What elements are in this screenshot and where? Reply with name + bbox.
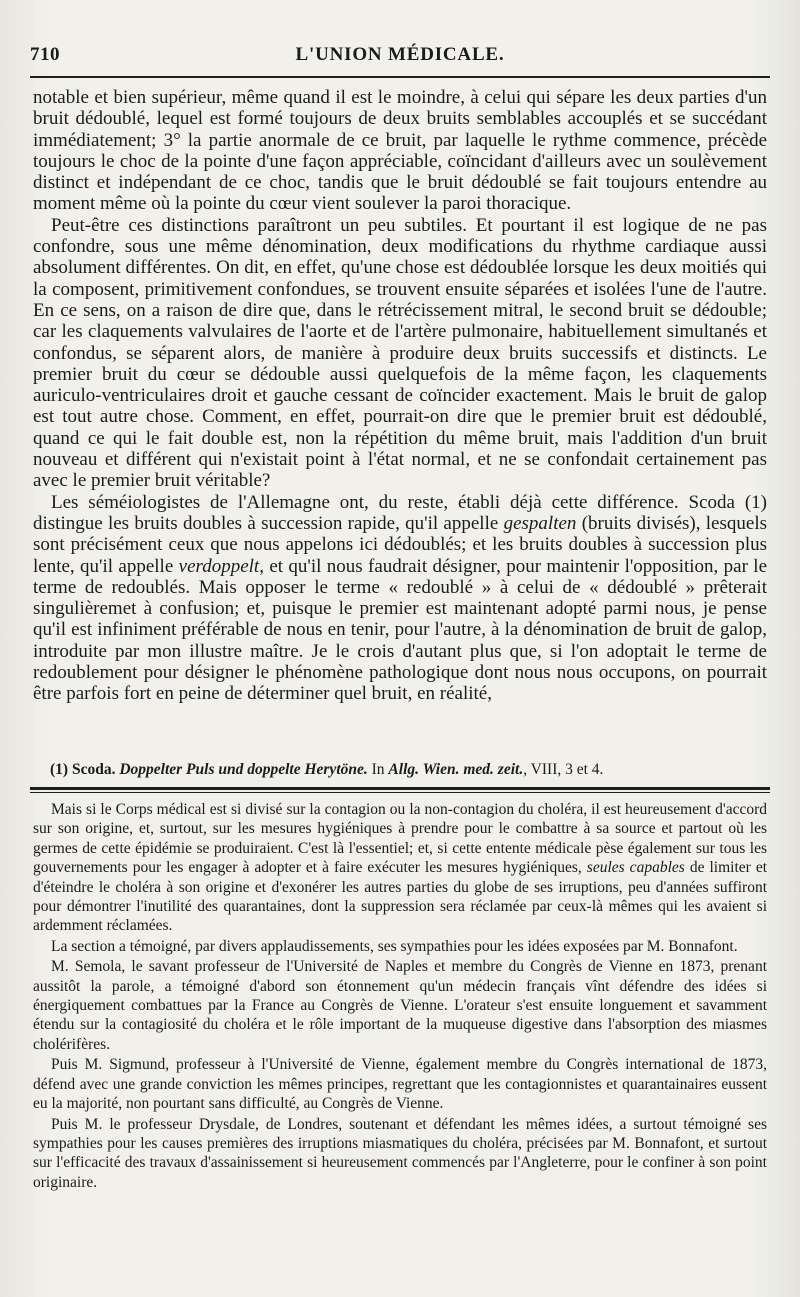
paragraph: Peut-être ces distinctions paraîtront un peu subtiles. Et pourtant il est logique de ne pas confondre, sous une même dénomination, deux modifications du rhythme cardiaque aussi absolument différentes. On dit, en effet, qu'une chose est dédoublée lorsque les deux moitiés qui la composent, primitivement confondues, se trouvent ensuite séparées et isolées l'une de l'autre. En ce sens, on a raison de dire que, dans le rétrécissement mitral, le second bruit se dédouble; car les claquements valvulaires de l'aorte et de l'artère pulmonaire, habituellement simultanés et confondus, se séparent alors, de manière à produire deux bruits successifs et distincts. Le premier bruit du cœur se dédouble aussi quelquefois de la même façon, les claquements auriculo-ventriculaires droit et gauche cessant de coïncider exactement. Mais le bruit de galop est tout autre chose. Comment, en effet, pourrait-on dire que le premier bruit est dédoublé, quand ce qui le fait double est, non la répétition du même bruit, mais l'addition d'un bruit nouveau et différent qui n'existait point à l'état normal, et ne se confondait certainement pas avec le premier bruit véritable?: [33, 214, 767, 492]
header-rule: [30, 76, 770, 78]
paragraph: La section a témoigné, par divers applaudissements, ses sympathies pour les idées exposées par M. Bonnafont.: [51, 937, 738, 955]
section-separator: [30, 787, 770, 790]
text-run: de limiter et d'éteindre le choléra à son origine et d'exonérer les autres parties du globe de ses irruptions, peu d'années suffiront pour démontrer l'inutilité des quarantaines, dont la suppression sera réclamée par ceux-là mêmes qui les avaient si ardemment réclamées.: [33, 859, 768, 935]
paragraph: [33, 800, 767, 936]
page-header: [30, 44, 770, 70]
text-run: (bruits divisés), lesquels sont précisément ceux que nous appelons ici dédoublés; et les bruits doubles à succession plus lente, qu'il appelle: [33, 512, 767, 577]
text-run: , et qu'il nous faudrait désigner, pour maintenir l'opposition, par le terme de redoublés. Mais opposer le terme « redoublé » à celui de « dédoublé » prêterait singulièremet à confusion; et, puisque le premier est maintenant adopté parmi nous, je pense qu'il est infiniment préférable de nous en tenir, pour l'autre, à la dénomination de bruit de galop, introduite par mon illustre maître. Je le crois d'autant plus que, si l'on adoptait le terme de redoublement pour désigner le phénomène pathologique dont nous nous occupons, on pourrait être parfois fort en peine de déterminer quel bruit, en réalité,: [33, 555, 767, 705]
footnote-title: Doppelter Puls und doppelte Herytöne.: [119, 761, 368, 778]
main-article: [33, 87, 767, 705]
footnote-label: (1) Scoda.: [50, 761, 116, 778]
paragraph: Puis M. Sigmund, professeur à l'Université de Vienne, également membre du Congrès international de 1873, défend avec une grande conviction les mêmes principes, regrettant que les contagionnistes et quarantainaires eussent eu la majorité, non pourtant sans difficulté, au Congrès de Vienne.: [33, 1056, 767, 1113]
footnote-rest: , VIII, 3 et 4.: [523, 761, 604, 778]
running-title: L'UNION MÉDICALE.: [295, 44, 505, 65]
page-number: 710: [30, 44, 60, 65]
emphasis: seules capables: [586, 859, 685, 877]
german-term: verdoppelt: [178, 555, 260, 577]
text-run: Les séméiologistes de l'Allemagne ont, du reste, établi déjà cette différence. Scoda (1) distingue les bruits doubles à succession rapide, qu'il appelle: [33, 491, 767, 534]
section-separator-thin: [30, 792, 770, 793]
footnote-in: In: [367, 761, 389, 778]
footnote: [50, 760, 770, 780]
footnote-journal: Allg. Wien. med. zeit.: [388, 761, 524, 778]
paragraph: Puis M. le professeur Drysdale, de Londres, soutenant et défendant les mêmes idées, a surtout témoigné ses sympathies pour les causes premières des irruptions miasmatiques du choléra, précisées par M. Bonnafont, et surtout sur l'efficacité des travaux d'assainissement si heureusement commencés par l'Angleterre, pour le confiner à son point originaire.: [33, 1115, 767, 1191]
german-term: gespalten: [503, 512, 577, 534]
secondary-article: [33, 800, 767, 1193]
paragraph: [33, 492, 767, 705]
paragraph: notable et bien supérieur, même quand il est le moindre, à celui qui sépare les deux parties d'un bruit dédoublé, lequel est formé toujours de deux bruits semblables accouplés et se succédant immédiatement; 3° la partie anormale de ce bruit, par laquelle le rythme commence, précède toujours le choc de la pointe d'une façon appréciable, coïncidant d'ailleurs avec un soulèvement distinct et indépendant de ce choc, tandis que le bruit dédoublé se fait toujours entendre au moment même où la pointe du cœur vient soulever la paroi thoracique.: [33, 87, 767, 215]
text-run: Mais si le Corps médical est si divisé sur la contagion ou la non-contagion du choléra, il est heureusement d'accord sur son origine, et, surtout, sur les mesures hygiéniques à prendre pour le combattre à sa source et partout où les germes de cette épidémie se produiraient. C'est là l'essentiel; et, si cette entente médicale pèse également sur tous les gouvernements pour les engager à adopter et à faire exécuter les mesures hygiéniques,: [33, 801, 767, 877]
paragraph: M. Semola, le savant professeur de l'Université de Naples et membre du Congrès de Vienne en 1873, prenant aussitôt la parole, a témoigné d'abord son étonnement qu'un médecin français vînt défendre des idées si énergiquement combattues par la France au Congrès de Vienne. L'orateur s'est ensuite longuement et savamment étendu sur la contagiosité du choléra et le rôle important de la muqueuse digestive dans l'absorption des miasmes cholérifères.: [33, 958, 767, 1053]
